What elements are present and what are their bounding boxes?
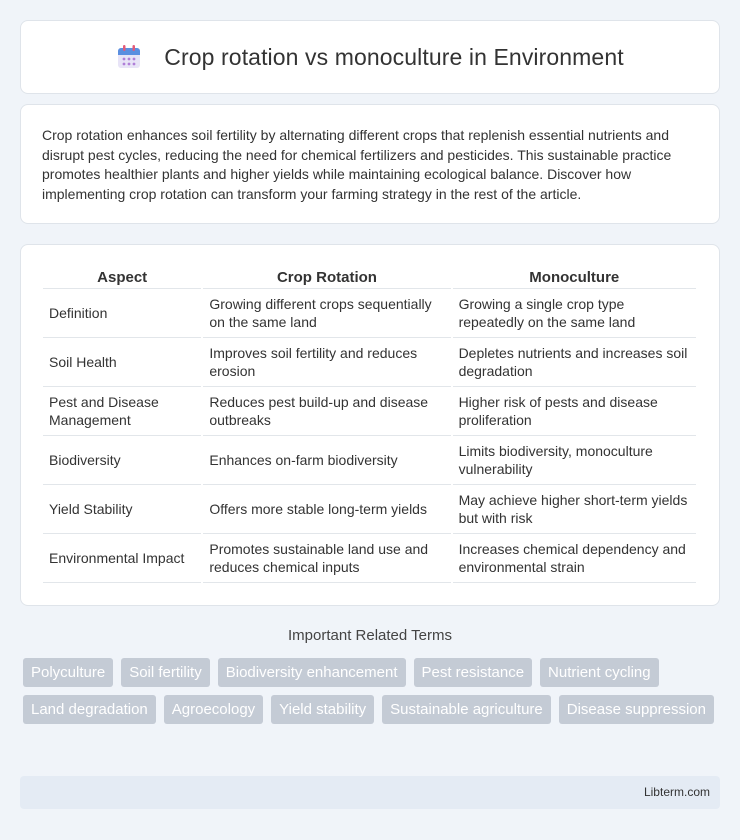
table-cell: Enhances on-farm biodiversity	[203, 436, 450, 485]
table-cell: Growing a single crop type repeatedly on the same land	[453, 289, 696, 338]
column-header-crop-rotation: Crop Rotation	[203, 267, 450, 289]
table-cell: Depletes nutrients and increases soil degradation	[453, 338, 696, 387]
table-cell: Increases chemical dependency and environmental strain	[453, 534, 696, 583]
term-tag[interactable]: Soil fertility	[121, 658, 210, 687]
term-tag[interactable]: Pest resistance	[414, 658, 533, 687]
column-header-monoculture: Monoculture	[453, 267, 696, 289]
table-cell: Pest and Disease Management	[43, 387, 201, 436]
table-cell: Biodiversity	[43, 436, 201, 485]
table-row	[43, 387, 696, 436]
table-row	[43, 534, 696, 583]
term-tag[interactable]: Land degradation	[23, 695, 156, 724]
table-cell: Yield Stability	[43, 485, 201, 534]
table-cell: Definition	[43, 289, 201, 338]
calendar-icon	[116, 44, 142, 70]
header-card	[20, 20, 720, 94]
table-cell: Growing different crops sequentially on the same land	[203, 289, 450, 338]
table-row	[43, 338, 696, 387]
term-tag[interactable]: Sustainable agriculture	[382, 695, 551, 724]
table-row	[43, 436, 696, 485]
table-cell: Environmental Impact	[43, 534, 201, 583]
table-cell: Improves soil fertility and reduces erosion	[203, 338, 450, 387]
term-tag[interactable]: Polyculture	[23, 658, 113, 687]
footer	[20, 776, 720, 809]
related-terms-title: Important Related Terms	[288, 627, 452, 644]
intro-card	[20, 104, 720, 224]
table-row	[43, 289, 696, 338]
table-cell: Soil Health	[43, 338, 201, 387]
table-cell: Promotes sustainable land use and reduces chemical inputs	[203, 534, 450, 583]
table-cell: Offers more stable long-term yields	[203, 485, 450, 534]
term-tag[interactable]: Disease suppression	[559, 695, 714, 724]
comparison-card	[20, 244, 720, 606]
footer-site-link[interactable]: Libterm.com	[643, 785, 710, 799]
term-tag[interactable]: Yield stability	[271, 695, 374, 724]
term-tag[interactable]: Nutrient cycling	[540, 658, 659, 687]
table-row	[43, 485, 696, 534]
page-title: Crop rotation vs monoculture in Environment	[164, 43, 624, 70]
table-header-row	[43, 267, 696, 289]
related-terms-list	[23, 658, 723, 724]
table-cell: Reduces pest build-up and disease outbreaks	[203, 387, 450, 436]
table-cell: Limits biodiversity, monoculture vulnerability	[453, 436, 696, 485]
term-tag[interactable]: Agroecology	[164, 695, 263, 724]
column-header-aspect: Aspect	[43, 267, 201, 289]
table-cell: Higher risk of pests and disease proliferation	[453, 387, 696, 436]
table-cell: May achieve higher short-term yields but with risk	[453, 485, 696, 534]
comparison-table	[41, 267, 698, 583]
term-tag[interactable]: Biodiversity enhancement	[218, 658, 406, 687]
intro-text: Crop rotation enhances soil fertility by alternating different crops that replenish essential nutrients and disrupt pest cycles, reducing the need for chemical fertilizers and pesticides. This sustainable practice promotes healthier plants and higher yields while maintaining ecological balance. Discover how implementing crop rotation can transform your farming strategy in the rest of the article.	[42, 127, 672, 202]
